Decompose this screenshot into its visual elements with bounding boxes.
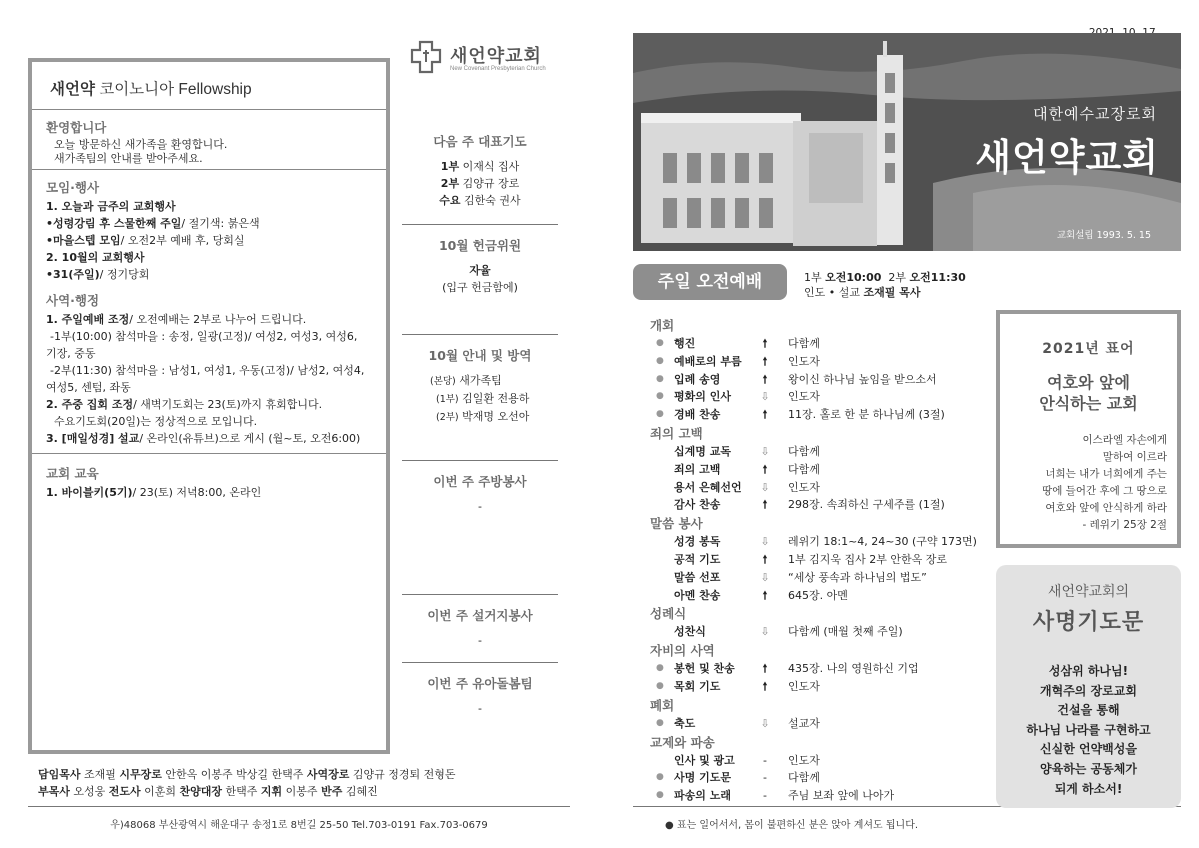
- education-heading: 교회 교육: [46, 466, 99, 481]
- offering-line: (입구 헌금함에): [442, 281, 518, 294]
- staff-names: 한택주: [222, 785, 261, 798]
- order-row: [650, 587, 990, 605]
- motto-line: 안식하는 교회: [1039, 394, 1138, 413]
- staff-names: 오성웅: [69, 785, 109, 798]
- motto-year: 2021년 표어: [1042, 341, 1135, 357]
- order-row: [650, 353, 990, 371]
- guidance-label: (1부): [436, 394, 459, 405]
- gathering-item-title: 2. 10월의 교회행사: [46, 251, 145, 264]
- ministry-line: 여성5, 센텀, 좌동: [46, 381, 131, 394]
- order-row: [650, 406, 990, 424]
- order-row: [650, 479, 990, 497]
- ministry-line-rest: / 새벽기도회는 23(토)까지 휴회합니다.: [133, 398, 323, 411]
- ministry-line: -2부(11:30) 참석마을 : 남성1, 여성1, 우동(고정)/ 남성2, 여성4,: [50, 364, 365, 377]
- standing-bullet-icon: ●: [656, 717, 664, 728]
- sit-arrow-icon: ⇩: [760, 716, 770, 730]
- standing-bullet-icon: ●: [656, 355, 664, 366]
- kitchen-heading: 이번 주 주방봉사: [433, 474, 527, 489]
- staff-role: 사역장로: [306, 768, 350, 781]
- mission-title: 사명기도문: [1032, 610, 1145, 635]
- order-section-heading: 개회: [650, 318, 675, 333]
- mission-line: 되게 하소서!: [1054, 781, 1123, 796]
- order-item-detail: 인도자: [788, 390, 820, 404]
- worship-info: [804, 270, 966, 300]
- order-item-detail: 다함께: [788, 337, 820, 350]
- order-item-detail: 다함께: [788, 771, 820, 785]
- stand-arrow-icon: 🠕: [762, 552, 768, 566]
- divider: [28, 806, 570, 807]
- standing-bullet-icon: ●: [656, 409, 664, 420]
- church-name: 새언약교회: [975, 136, 1159, 179]
- gathering-item: [46, 249, 372, 266]
- staff-names: 이훈희: [140, 785, 180, 798]
- preacher-name: 조재필 목사: [863, 286, 921, 299]
- verse-line: 땅에 들어간 후에 그 땅으로: [1042, 485, 1167, 497]
- dash-icon: -: [763, 753, 767, 767]
- established-date: 교회설립 1993. 5. 15: [1056, 230, 1151, 241]
- worship-badge: 주일 오전예배: [633, 264, 787, 300]
- prayer-name: 이재식 집사: [459, 160, 520, 173]
- education-line-bold: 1. 바이블키(5기): [46, 486, 133, 499]
- guidance-block: [402, 346, 558, 426]
- staff-role: 찬양대장: [179, 785, 223, 798]
- order-section-heading: 말씀 봉사: [650, 516, 703, 532]
- stand-arrow-icon: 🠕: [762, 662, 768, 676]
- divider: [32, 109, 386, 110]
- prayer-label: 1부: [440, 160, 460, 173]
- order-item-detail: 레위기 18:1~4, 24~30 (구약 173면): [788, 535, 977, 549]
- staff-role: 반주: [321, 785, 343, 798]
- staff-role: 부목사: [38, 785, 70, 798]
- order-item-name: 예배로의 부름: [674, 354, 742, 368]
- fellowship-box: [28, 58, 390, 754]
- staff-role: 담임목사: [38, 768, 81, 781]
- next-prayer-heading: 다음 주 대표기도: [433, 134, 527, 149]
- motto-line: 여호와 앞에: [1047, 373, 1130, 392]
- standing-bullet-icon: ●: [656, 338, 664, 348]
- staff-role: 시무장로: [119, 768, 162, 781]
- ministry-line-rest: / 오전예배는 2부로 나누어 드립니다.: [129, 313, 307, 326]
- ministry-line-bold: 1. 주일예배 조정: [46, 313, 130, 326]
- nursery-block: [402, 674, 558, 717]
- yearly-motto-box: [996, 310, 1181, 548]
- order-row: [650, 551, 990, 569]
- fellowship-title-rest: 코이노니아 Fellowship: [94, 81, 252, 98]
- order-item-detail: 다함께: [788, 444, 820, 458]
- kitchen-value: -: [478, 500, 482, 513]
- divider: [402, 662, 558, 663]
- offering-block: [402, 236, 558, 296]
- preacher-label: 인도 • 설교: [804, 286, 864, 299]
- order-row: [650, 715, 990, 733]
- cross-logo-icon: [410, 40, 442, 74]
- welcome-line: 오늘 방문하신 새가족을 환영합니다.: [54, 138, 228, 151]
- order-item-detail: “세상 풍속과 하나님의 법도”: [788, 570, 927, 584]
- staff-list: [38, 766, 456, 800]
- ministry-line: -1부(10:00) 참석마을 : 송정, 일광(고정)/ 여성2, 여성3, 여성6,: [50, 330, 358, 343]
- ministry-heading: 사역·행정: [46, 293, 100, 308]
- order-item-name: 평화의 인사: [674, 390, 731, 404]
- church-logo: [410, 38, 570, 78]
- staff-names: 김혜진: [342, 785, 378, 798]
- divider: [402, 224, 558, 225]
- order-row: [650, 388, 990, 406]
- order-item-name: 아멘 찬송: [674, 588, 721, 602]
- sit-arrow-icon: ⇩: [760, 390, 770, 404]
- guidance-names: 박재명 오선아: [458, 410, 530, 423]
- gathering-heading: 모임·행사: [46, 180, 100, 195]
- divider: [32, 453, 386, 454]
- next-prayer-line: [402, 158, 558, 175]
- sit-arrow-icon: ⇩: [760, 444, 770, 458]
- order-item-detail: 주님 보좌 앞에 나아가: [788, 789, 895, 803]
- gathering-item-rest: / 정기당회: [99, 268, 150, 281]
- order-item-name: 공적 기도: [674, 552, 721, 566]
- welcome-line: 새가족팀의 안내를 받아주세요.: [54, 152, 203, 165]
- order-row: [650, 443, 990, 461]
- prayer-name: 김양규 장로: [459, 177, 520, 190]
- time-label: 2부: [881, 271, 910, 284]
- order-item-name: 경배 찬송: [674, 408, 721, 422]
- prayer-name: 김한숙 권사: [460, 194, 521, 207]
- guidance-line: [402, 408, 558, 426]
- verse-line: 너희는 내가 너희에게 주는: [1045, 468, 1167, 480]
- dash-icon: -: [763, 771, 767, 785]
- order-row: [650, 496, 990, 514]
- staff-row: [38, 783, 456, 800]
- staff-names: 안한옥 이봉주 박상길 한택주: [161, 768, 307, 781]
- standing-bullet-icon: ●: [656, 680, 664, 691]
- motto-verse: [1010, 432, 1167, 534]
- staff-names: 조재필: [80, 768, 120, 781]
- guidance-names: 김일환 전용하: [458, 392, 530, 405]
- guidance-label: (2부): [436, 412, 459, 423]
- order-section-heading: 죄의 고백: [650, 425, 703, 441]
- order-item-detail: 645장. 아멘: [788, 588, 848, 602]
- sit-arrow-icon: ⇩: [760, 535, 770, 549]
- fellowship-title-bold: 새언약: [50, 80, 95, 98]
- mission-line: 양육하는 공동체가: [1040, 761, 1137, 776]
- ministry-line-bold: 2. 주중 집회 조정: [46, 398, 134, 411]
- order-item-name: 십계명 교독: [674, 444, 731, 458]
- gathering-item: [46, 198, 372, 215]
- gathering-item: [46, 232, 372, 249]
- sit-arrow-icon: ⇩: [760, 570, 770, 584]
- stand-arrow-icon: 🠕: [762, 354, 768, 368]
- order-row: [650, 752, 990, 770]
- order-row: [650, 569, 990, 587]
- order-row: [650, 335, 990, 353]
- standing-bullet-icon: ●: [656, 373, 664, 384]
- order-item-name: 성찬식: [674, 625, 706, 639]
- order-row: [650, 371, 990, 389]
- order-section-heading: 성례식: [650, 606, 687, 622]
- order-item-name: 말씀 선포: [674, 570, 721, 584]
- mission-line: 신실한 언약백성을: [1040, 742, 1137, 757]
- order-section-heading: 폐회: [650, 697, 675, 713]
- order-item-name: 감사 찬송: [674, 498, 721, 512]
- denomination-label: 대한예수교장로회: [1033, 105, 1157, 123]
- order-item-detail: 다함께 (매월 첫째 주일): [788, 625, 903, 639]
- guidance-label: (본당): [430, 376, 456, 387]
- ministry-line-rest: / 온라인(유튜브)으로 게시 (월~토, 오전6:00): [139, 432, 361, 445]
- ministry-line: 기장, 중동: [46, 347, 96, 360]
- mission-line: 성삼위 하나님!: [1048, 664, 1129, 678]
- order-item-name: 성경 봉독: [674, 535, 721, 549]
- stand-arrow-icon: 🠕: [762, 679, 768, 693]
- stand-arrow-icon: 🠕: [762, 462, 768, 476]
- staff-names: 김양규 정경퇴 전형돈: [349, 768, 456, 781]
- gathering-item: [46, 266, 372, 283]
- nursery-heading: 이번 주 유아돌봄팀: [427, 676, 533, 691]
- stand-arrow-icon: 🠕: [762, 337, 768, 350]
- divider: [402, 460, 558, 461]
- fellowship-title: [50, 77, 372, 99]
- order-item-name: 용서 은혜선언: [674, 480, 742, 494]
- nursery-value: -: [478, 702, 482, 715]
- prayer-label: 수요: [439, 194, 461, 207]
- verse-line: 여호와 앞에 안식하게 하라: [1045, 502, 1167, 514]
- staff-names: 이봉주: [282, 785, 322, 798]
- ministry-line: [46, 311, 372, 328]
- gathering-item-bold: •마을스텝 모임: [46, 234, 121, 247]
- staff-row: [38, 766, 456, 783]
- stand-arrow-icon: 🠕: [762, 588, 768, 602]
- standing-bullet-icon: ●: [656, 391, 664, 402]
- order-row: [650, 461, 990, 479]
- order-item-name: 죄의 고백: [674, 462, 721, 476]
- mission-line: 하나님 나라를 구현하고: [1026, 722, 1151, 737]
- next-prayer-line: [402, 192, 558, 209]
- stand-arrow-icon: 🠕: [762, 498, 768, 512]
- mission-prayer-text: [996, 662, 1181, 799]
- order-row: [650, 769, 990, 787]
- order-row: [650, 660, 990, 678]
- order-item-name: 사명 기도문: [674, 771, 731, 785]
- dishes-block: [402, 606, 558, 649]
- order-item-detail: 인도자: [788, 354, 820, 368]
- welcome-heading: 환영합니다: [46, 120, 107, 135]
- order-item-name: 목회 기도: [674, 679, 721, 693]
- gathering-item: [46, 215, 372, 232]
- order-item-name: 봉헌 및 찬송: [674, 662, 735, 676]
- order-item-detail: 인도자: [788, 480, 820, 494]
- time-label: 1부: [804, 271, 826, 284]
- guidance-line: [402, 390, 558, 408]
- offering-line: 자율: [469, 264, 491, 277]
- order-item-detail: 다함께: [788, 462, 820, 476]
- order-row: [650, 623, 990, 641]
- kitchen-block: [402, 472, 558, 515]
- order-row: [650, 787, 990, 805]
- next-prayer-block: [402, 132, 558, 209]
- gathering-item-rest: / 오전2부 예배 후, 당회실: [120, 234, 245, 247]
- divider: [402, 334, 558, 335]
- guidance-line: [402, 372, 558, 390]
- standing-bullet-icon: ●: [656, 663, 664, 674]
- church-address: 우)48068 부산광역시 해운대구 송정1로 8번길 25-50 Tel.703-0191 Fax.703-0679: [110, 820, 488, 831]
- verse-reference: - 레위기 25장 2절: [1082, 519, 1167, 531]
- ministry-line: 수요기도회(20일)는 정상적으로 모입니다.: [54, 415, 258, 428]
- staff-role: 지휘: [260, 785, 283, 798]
- stand-arrow-icon: 🠕: [762, 408, 768, 422]
- order-item-name: 입례 송영: [674, 372, 721, 386]
- education-line: [46, 484, 372, 501]
- guidance-names: 새가족팀: [455, 374, 502, 387]
- order-item-name: 파송의 노래: [674, 789, 731, 803]
- standing-bullet-icon: ●: [656, 772, 664, 783]
- gathering-item-bold: •성령강림 후 스물한째 주일: [46, 217, 182, 230]
- next-prayer-line: [402, 175, 558, 192]
- order-item-detail: 왕이신 하나님 높임을 받으소서: [788, 372, 937, 386]
- motto-text: [1010, 372, 1167, 414]
- order-section-heading: 자비의 사역: [650, 643, 715, 659]
- church-photo: [633, 33, 1181, 251]
- order-item-detail: 298장. 속죄하신 구세주를 (1절): [788, 498, 945, 512]
- worship-preacher: [804, 285, 966, 300]
- logo-subtitle: New Covenant Presbyterian Church: [450, 66, 546, 72]
- divider: [32, 169, 386, 170]
- ministry-line-bold: 3. [매일성경] 설교: [46, 432, 140, 445]
- order-item-detail: 11장. 홀로 한 분 하나님께 (3절): [788, 408, 945, 422]
- sit-arrow-icon: ⇩: [760, 625, 770, 639]
- mission-line: 개혁주의 장로교회: [1040, 683, 1137, 698]
- dishes-heading: 이번 주 설거지봉사: [427, 608, 533, 623]
- order-item-detail: 설교자: [788, 716, 820, 730]
- prayer-label: 2부: [440, 177, 460, 190]
- order-row: [650, 533, 990, 551]
- mission-subtitle: 새언약교회의: [1047, 584, 1130, 600]
- standing-bullet-icon: ●: [656, 790, 664, 801]
- logo-name: 새언약교회: [450, 46, 542, 67]
- stand-arrow-icon: 🠕: [762, 372, 768, 386]
- footnote: ● 표는 일어서서, 몸이 불편하신 분은 앉아 계셔도 됩니다.: [665, 820, 919, 831]
- verse-line: 이스라엘 자손에게: [1082, 434, 1167, 446]
- education-line-rest: / 23(토) 저녁8:00, 온라인: [132, 486, 262, 499]
- gathering-item-rest: / 절기색: 붉은색: [181, 217, 260, 230]
- order-of-worship: [650, 316, 990, 805]
- sit-arrow-icon: ⇩: [760, 480, 770, 494]
- ministry-line: [46, 430, 372, 447]
- order-item-name: 행진: [674, 337, 696, 350]
- divider: [402, 594, 558, 595]
- time-value: 오전11:30: [909, 271, 966, 284]
- mission-prayer-box: [996, 565, 1181, 808]
- dishes-value: -: [478, 634, 482, 647]
- mission-line: 건설을 통해: [1057, 703, 1120, 718]
- gathering-item-title: 1. 오늘과 금주의 교회행사: [46, 200, 176, 213]
- time-value: 오전10:00: [825, 271, 882, 284]
- gathering-item-bold: •31(주일): [46, 268, 100, 281]
- ministry-line: [46, 396, 372, 413]
- offering-heading: 10월 헌금위원: [438, 238, 522, 253]
- order-item-detail: 1부 김지욱 집사 2부 안한옥 장로: [788, 552, 947, 566]
- worship-times: [804, 270, 966, 285]
- order-item-name: 인사 및 광고: [674, 753, 735, 767]
- guidance-heading: 10월 안내 및 방역: [428, 348, 532, 363]
- order-item-detail: 인도자: [788, 679, 820, 693]
- dash-icon: -: [763, 789, 767, 803]
- verse-line: 말하여 이르라: [1102, 451, 1167, 463]
- staff-role: 전도사: [108, 785, 141, 798]
- order-row: [650, 678, 990, 696]
- order-section-heading: 교제와 파송: [650, 734, 715, 750]
- order-item-name: 축도: [674, 716, 696, 730]
- order-item-detail: 435장. 나의 영원하신 기업: [788, 662, 919, 676]
- order-item-detail: 인도자: [788, 753, 820, 767]
